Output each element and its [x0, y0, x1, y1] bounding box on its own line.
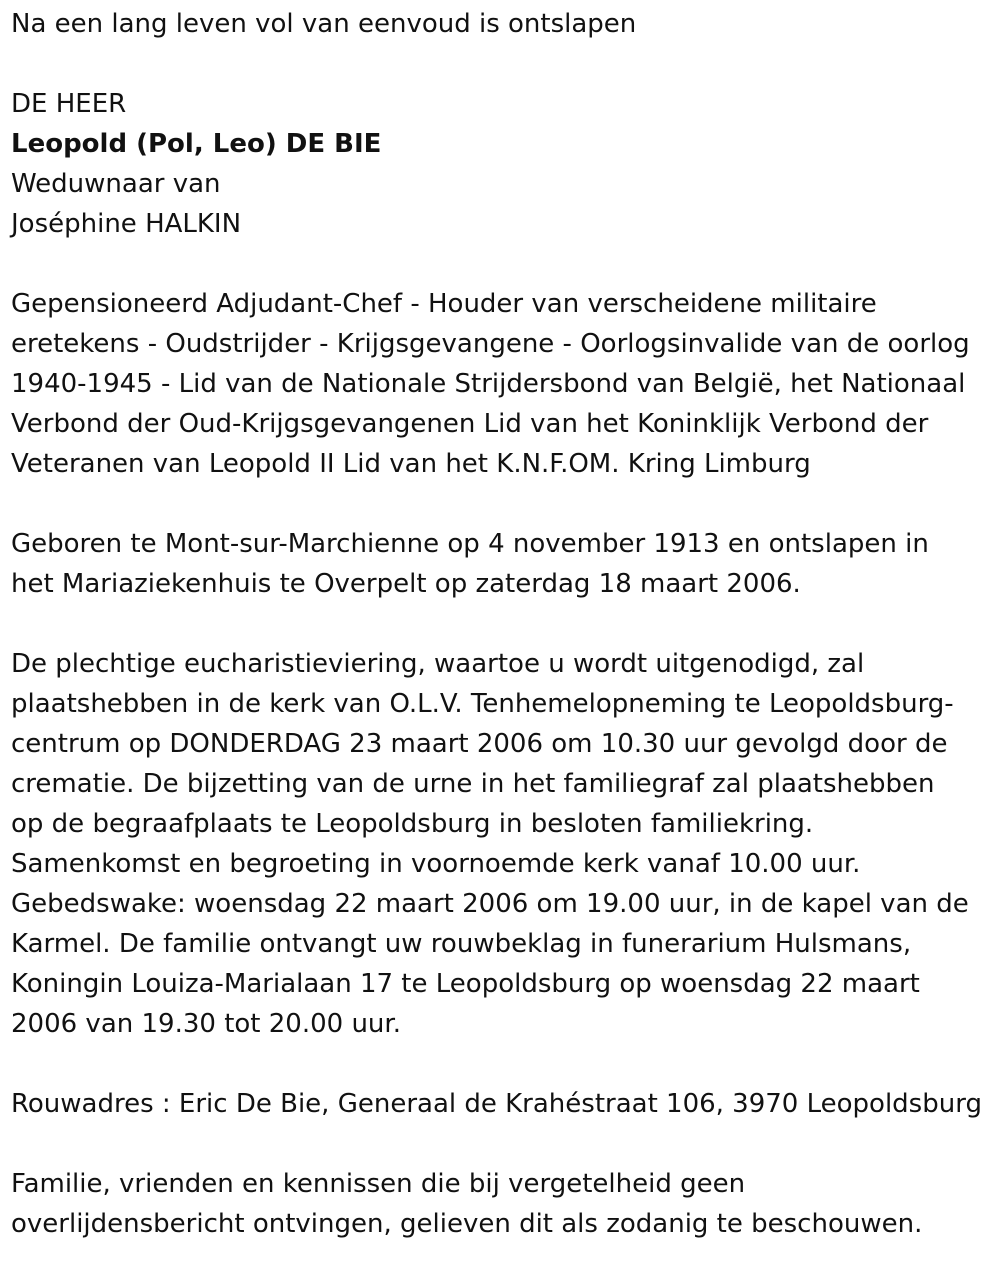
spacer — [11, 1044, 996, 1084]
spacer — [11, 244, 996, 284]
text-line: Koningin Louiza-Marialaan 17 te Leopoldsburg op woensdag 22 maart — [11, 969, 920, 999]
text-line: Gepensioneerd Adjudant-Chef - Houder van verscheidene militaire — [11, 289, 877, 319]
text-line: Samenkomst en begroeting in voornoemde kerk vanaf 10.00 uur. — [11, 849, 861, 879]
intro-line: Na een lang leven vol van eenvoud is ontslapen — [11, 9, 637, 39]
obituary-document — [11, 4, 996, 1244]
text-line: Veteranen van Leopold II Lid van het K.N.F.OM. Kring Limburg — [11, 449, 811, 479]
closing-paragraph — [11, 1164, 996, 1244]
text-line: Verbond der Oud-Krijgsgevangenen Lid van het Koninklijk Verbond der — [11, 409, 929, 439]
spacer — [11, 1124, 996, 1164]
text-line: Geboren te Mont-sur-Marchienne op 4 november 1913 en ontslapen in — [11, 529, 929, 559]
spacer — [11, 484, 996, 524]
spacer — [11, 604, 996, 644]
text-line: plaatshebben in de kerk van O.L.V. Tenhemelopneming te Leopoldsburg- — [11, 689, 954, 719]
text-line: Gebedswake: woensdag 22 maart 2006 om 19.00 uur, in de kapel van de — [11, 889, 969, 919]
text-line: overlijdensbericht ontvingen, gelieven dit als zodanig te beschouwen. — [11, 1209, 923, 1239]
text-line: 1940-1945 - Lid van de Nationale Strijdersbond van België, het Nationaal — [11, 369, 966, 399]
text-line: Karmel. De familie ontvangt uw rouwbeklag in funerarium Hulsmans, — [11, 929, 912, 959]
career-paragraph — [11, 284, 996, 484]
mourning-address: Rouwadres : Eric De Bie, Generaal de Krahéstraat 106, 3970 Leopoldsburg — [11, 1089, 982, 1119]
birth-death-paragraph — [11, 524, 996, 604]
deceased-name: Leopold (Pol, Leo) DE BIE — [11, 129, 382, 159]
spouse-name: Joséphine HALKIN — [11, 209, 242, 239]
widower-label: Weduwnaar van — [11, 169, 221, 199]
text-line: Familie, vrienden en kennissen die bij vergetelheid geen — [11, 1169, 746, 1199]
title-prefix: DE HEER — [11, 89, 127, 119]
ceremony-paragraph — [11, 644, 996, 1044]
text-line: crematie. De bijzetting van de urne in het familiegraf zal plaatshebben — [11, 769, 935, 799]
text-line: het Mariaziekenhuis te Overpelt op zaterdag 18 maart 2006. — [11, 569, 801, 599]
text-line: 2006 van 19.30 tot 20.00 uur. — [11, 1009, 401, 1039]
text-line: centrum op DONDERDAG 23 maart 2006 om 10.30 uur gevolgd door de — [11, 729, 948, 759]
text-line: eretekens - Oudstrijder - Krijgsgevangene - Oorlogsinvalide van de oorlog — [11, 329, 970, 359]
text-line: op de begraafplaats te Leopoldsburg in besloten familiekring. — [11, 809, 814, 839]
text-line: De plechtige eucharistieviering, waartoe u wordt uitgenodigd, zal — [11, 649, 865, 679]
spacer — [11, 44, 996, 84]
